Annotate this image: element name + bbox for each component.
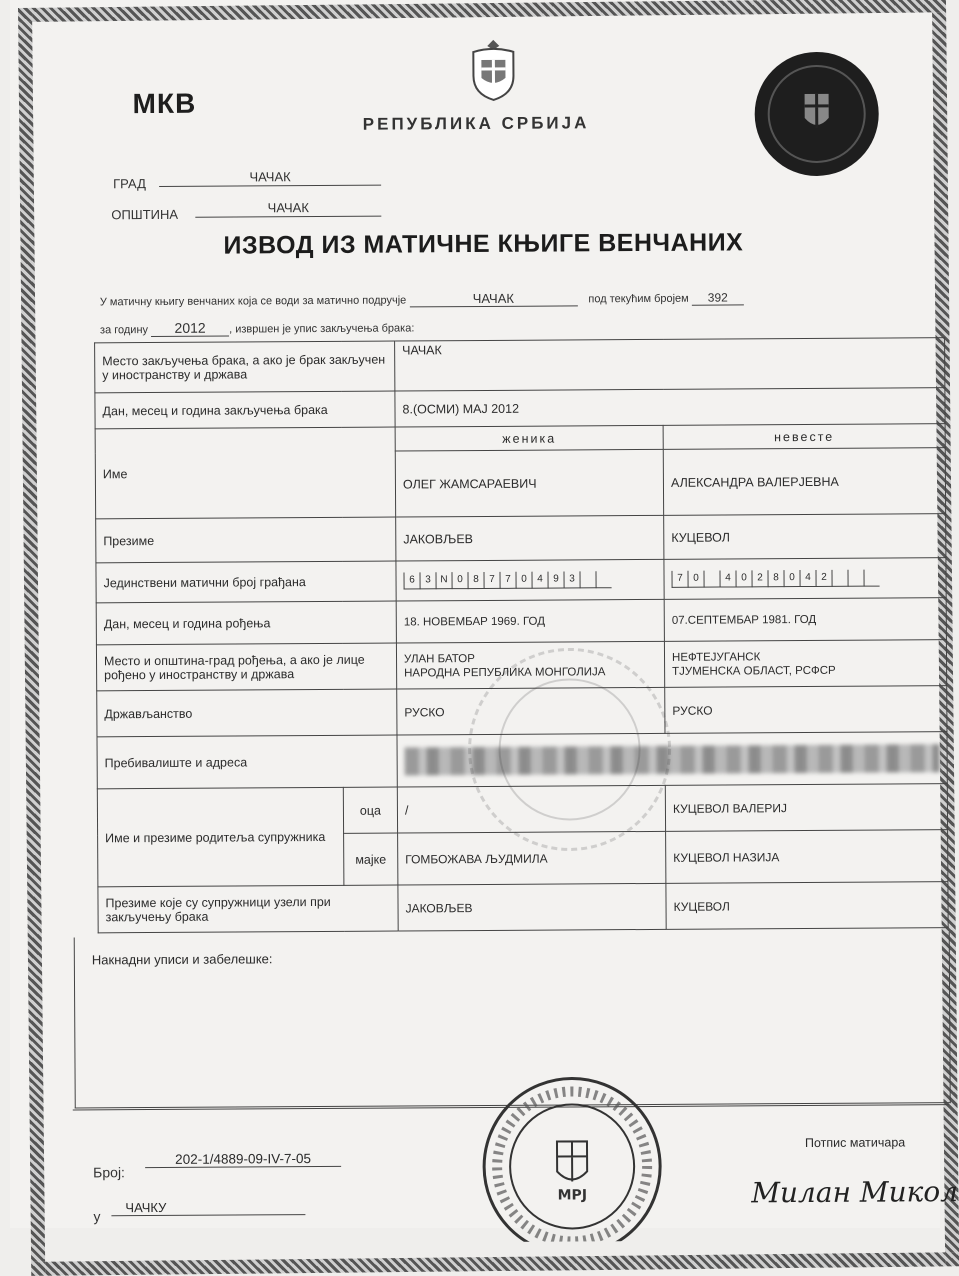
table-row [96, 598, 946, 645]
jmbg-digit: 0 [451, 572, 467, 589]
table-row [95, 388, 945, 429]
groom-birth-date: 18. НОВЕМБАР 1969. ГОД [396, 599, 664, 643]
groom-birth-country: НАРОДНА РЕПУБЛИКА МОНГОЛИЈА [404, 665, 606, 679]
table-row [95, 338, 945, 393]
jmbg-digit: 8 [767, 570, 783, 587]
coat-of-arms-icon [467, 38, 519, 102]
municipality-label: ОПШТИНА [111, 206, 179, 223]
city-label: ГРАД [113, 176, 146, 192]
jmbg-digit: 6 [403, 572, 419, 589]
embossed-seal-icon [752, 50, 881, 179]
taken-surname-label: Презиме које су супружници узели при закључењу брака [98, 885, 398, 933]
jmbg-digit: 9 [547, 571, 563, 588]
marriage-date-value: 8.(ОСМИ) МАЈ 2012 [395, 388, 945, 427]
jmbg-digit: 7 [499, 572, 515, 589]
bride-father: КУЦЕВОЛ ВАЛЕРИЈ [665, 784, 947, 832]
marriage-date-label: Дан, месец и година закључења брака [95, 391, 395, 429]
jmbg-digit: 4 [531, 572, 547, 589]
official-round-seal-icon [477, 1071, 668, 1242]
bride-first-name: АЛЕКСАНДРА ВАЛЕРЈЕВНА [663, 448, 945, 516]
issued-in-value: ЧАЧКУ [111, 1199, 305, 1216]
seal-label: МРЈ [557, 1187, 588, 1204]
bride-citizenship: РУСКО [665, 686, 947, 734]
first-name-label: Име [95, 427, 396, 519]
registry-year: 2012 [151, 320, 229, 337]
surname-label: Презиме [96, 517, 396, 563]
jmbg-digit [847, 570, 863, 587]
residence-label: Пребивалиште и адреса [97, 735, 397, 789]
jmbg-digit: N [435, 572, 451, 589]
groom-surname: ЈАКОВЉЕВ [396, 515, 664, 561]
jmbg-digit: 3 [563, 571, 579, 588]
jmbg-digit: 0 [515, 572, 531, 589]
jmbg-digit: 0 [687, 571, 703, 588]
jmbg-digit: 2 [751, 570, 767, 587]
bride-birth-city: НЕФТЕЈУГАНСК [671, 650, 761, 664]
table-row [96, 514, 946, 563]
bride-mother: КУЦЕВОЛ НАЗИЈА [666, 830, 948, 884]
groom-citizenship: РУСКО [397, 687, 665, 735]
intro-line-2-suffix: , извршен је упис закључења брака: [229, 322, 415, 336]
marriage-place-value: ЧАЧАК [395, 338, 945, 391]
groom-column-header: женика [395, 425, 663, 451]
groom-birth-city: УЛАН БАТОР [403, 652, 475, 665]
jmbg-digit [831, 570, 847, 587]
intro-suffix: под текућим бројем [588, 292, 689, 306]
issued-in-label: у [93, 1208, 101, 1225]
city-value: ЧАЧАК [249, 169, 291, 185]
year-label: за годину [99, 324, 149, 337]
jmbg-digit: 8 [467, 572, 483, 589]
birth-place-label: Место и општина-град рођења, а ако је лице рођено у иностранству и држава [96, 643, 396, 691]
jmbg-digit: 7 [671, 571, 687, 588]
groom-mother: ГОМБОЖАВА ЉУДМИЛА [398, 831, 666, 885]
document-number: 202-1/4889-09-IV-7-05 [145, 1151, 341, 1168]
country-name: РЕПУБЛИКА СРБИЈА [362, 113, 590, 134]
bride-birth-date: 07.СЕПТЕМБАР 1981. ГОД [664, 598, 946, 642]
table-row [98, 882, 948, 933]
municipality-line [195, 200, 381, 218]
marriage-place-label: Место закључења брака, а ако је брак закључен у иностранству и држава [95, 341, 395, 393]
jmbg-label: Јединствени матични број грађана [96, 561, 396, 603]
jmbg-digit [863, 570, 879, 587]
jmbg-digit: 0 [735, 570, 751, 587]
bride-column-header: невесте [663, 424, 945, 450]
bride-taken-surname: КУЦЕВОЛ [666, 882, 948, 930]
signature-label: Потпис матичара [804, 1135, 906, 1151]
groom-first-name: ОЛЕГ ЖАМСАРАЕВИЧ [395, 449, 663, 517]
birth-date-label: Дан, месец и година рођења [96, 601, 396, 645]
table-row [96, 558, 946, 603]
entry-number: 392 [692, 290, 744, 305]
jmbg-digit [703, 571, 719, 588]
faint-stamp-icon [454, 639, 685, 860]
intro-line-2 [100, 318, 414, 337]
bride-jmbg [664, 558, 946, 600]
document-title: ИЗВОД ИЗ МАТИЧНЕ КЊИГЕ ВЕНЧАНИХ [223, 228, 744, 260]
jmbg-digit: 4 [719, 570, 735, 587]
intro-prefix: У матичну књигу венчаних која се води за матично подручје [99, 294, 407, 309]
bride-surname: КУЦЕВОЛ [664, 514, 946, 560]
intro-line-1 [100, 288, 920, 309]
city-line [159, 169, 381, 187]
registrar-signature: Милан Микол [751, 1175, 959, 1210]
father-label: оца [343, 787, 397, 833]
parents-label: Име и презиме родитеља супружника [97, 787, 344, 887]
groom-jmbg [396, 559, 664, 601]
municipality-value: ЧАЧАК [267, 200, 309, 216]
jmbg-digit [595, 571, 611, 588]
jmbg-digit [579, 571, 595, 588]
jmbg-digit: 4 [799, 570, 815, 587]
number-label: Број: [93, 1164, 125, 1181]
jmbg-digit: 0 [783, 570, 799, 587]
groom-father: / [397, 785, 665, 833]
bride-birth-country: ТЈУМЕНСКА ОБЛАСТ, РСФСР [672, 664, 836, 678]
jmbg-digit: 7 [483, 572, 499, 589]
registry-area: ЧАЧАК [409, 290, 577, 307]
notes-label: Накнадни уписи и забелешке: [91, 951, 273, 968]
bride-birth-place [664, 640, 946, 688]
mother-label: мајке [344, 833, 398, 885]
form-code: МКВ [132, 87, 197, 120]
groom-taken-surname: ЈАКОВЉЕВ [398, 883, 666, 931]
jmbg-digit: 3 [419, 572, 435, 589]
jmbg-digit: 2 [815, 570, 831, 587]
citizenship-label: Држављанство [97, 689, 397, 737]
